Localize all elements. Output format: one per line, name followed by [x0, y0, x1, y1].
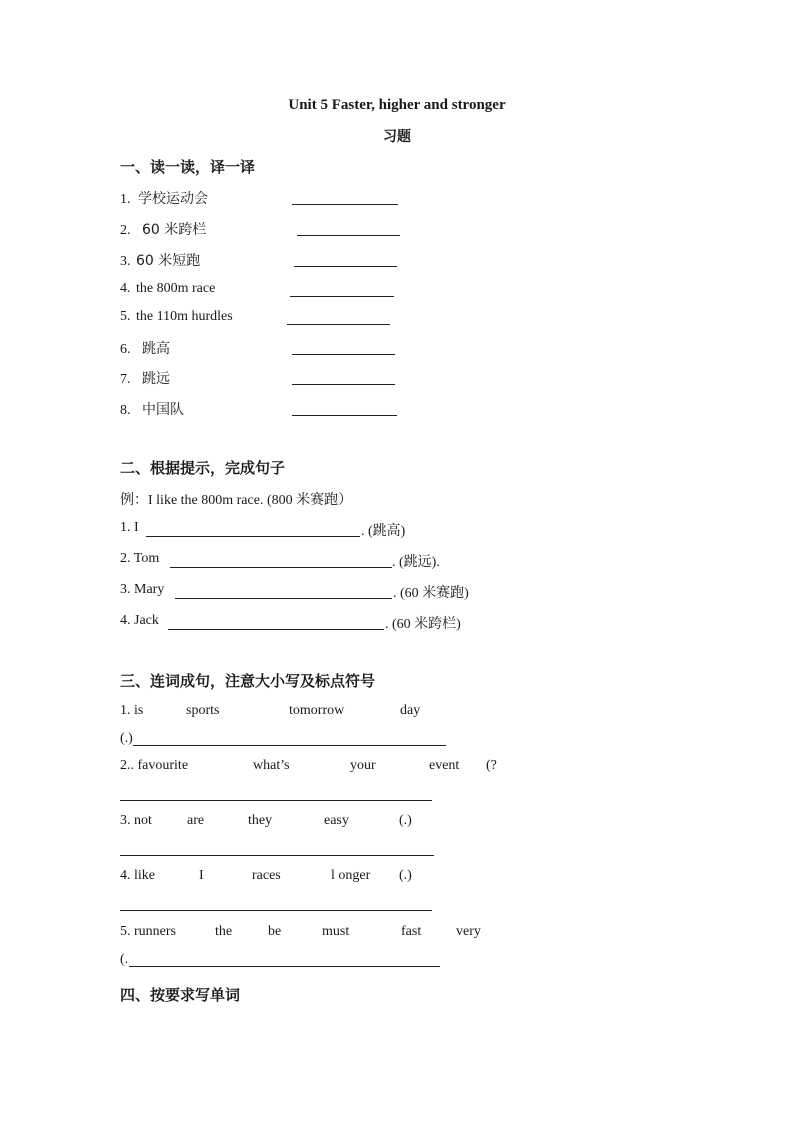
answer-blank[interactable]	[175, 598, 392, 599]
scrambled-word: 5. runners	[120, 924, 176, 939]
answer-blank[interactable]	[292, 415, 397, 416]
section-4-heading: 四、按要求写单词	[120, 986, 241, 1004]
scrambled-word: day	[400, 703, 421, 718]
answer-blank[interactable]	[133, 745, 446, 746]
answer-blank[interactable]	[297, 235, 400, 236]
scrambled-word: they	[248, 813, 273, 828]
list-item: 3. Mary	[120, 582, 165, 597]
scrambled-word: (?	[486, 758, 497, 773]
scrambled-word: your	[350, 758, 376, 773]
answer-blank[interactable]	[120, 910, 432, 911]
list-item: 3. 60 米短跑	[120, 253, 201, 269]
scrambled-word: the	[215, 924, 233, 939]
scrambled-word: 3. not	[120, 813, 152, 828]
list-item: 6. 跳高	[120, 341, 170, 357]
scrambled-word: event	[429, 758, 460, 773]
scrambled-word: sports	[186, 703, 220, 718]
scrambled-word: 1. is	[120, 703, 144, 718]
answer-blank[interactable]	[168, 629, 384, 630]
answer-blank[interactable]	[120, 855, 434, 856]
list-item: 1. I	[120, 520, 139, 535]
answer-blank[interactable]	[292, 204, 398, 205]
scrambled-word: races	[252, 868, 281, 883]
answer-blank[interactable]	[170, 567, 392, 568]
scrambled-word: must	[322, 924, 350, 939]
scrambled-word: (.)	[399, 868, 412, 883]
answer-blank[interactable]	[292, 384, 395, 385]
list-item: 5. the 110m hurdles	[120, 309, 233, 324]
answer-blank[interactable]	[287, 324, 390, 325]
list-item: 2. 60 米跨栏	[120, 222, 207, 238]
scrambled-word: very	[456, 924, 481, 939]
scrambled-word: l onger	[331, 868, 371, 883]
list-item: 7. 跳远	[120, 371, 170, 387]
answer-blank[interactable]	[292, 354, 395, 355]
list-item: 2. Tom	[120, 551, 160, 566]
answer-blank[interactable]	[120, 800, 432, 801]
scrambled-word: are	[187, 813, 205, 828]
list-item: 4. Jack	[120, 613, 159, 628]
scrambled-word: I	[199, 868, 204, 883]
answer-blank[interactable]	[294, 266, 397, 267]
list-item: 4. the 800m race	[120, 281, 216, 296]
page-subtitle: 习题	[383, 129, 411, 145]
section-2-heading: 二、根据提示，完成句子	[120, 459, 286, 477]
scrambled-word: tomorrow	[289, 703, 345, 718]
answer-blank[interactable]	[129, 966, 440, 967]
scrambled-word: be	[268, 924, 282, 939]
section-3-heading: 三、连词成句，注意大小写及标点符号	[120, 672, 376, 690]
list-item: 8. 中国队	[120, 402, 184, 418]
answer-blank[interactable]	[290, 296, 394, 297]
page-title: Unit 5 Faster, higher and stronger	[288, 97, 506, 113]
answer-blank[interactable]	[146, 536, 360, 537]
list-item: 1. 学校运动会	[120, 191, 208, 207]
section-1-heading: 一、读一读，译一译	[120, 158, 256, 176]
scrambled-word: (.)	[399, 813, 412, 828]
scrambled-word: 2.. favourite	[120, 758, 189, 773]
scrambled-word: what’s	[253, 758, 290, 773]
scrambled-word: easy	[324, 813, 349, 828]
scrambled-word: 4. like	[120, 868, 155, 883]
scrambled-word: fast	[401, 924, 422, 939]
example-sentence: 例：I like the 800m race. (800 米赛跑）	[120, 493, 353, 508]
